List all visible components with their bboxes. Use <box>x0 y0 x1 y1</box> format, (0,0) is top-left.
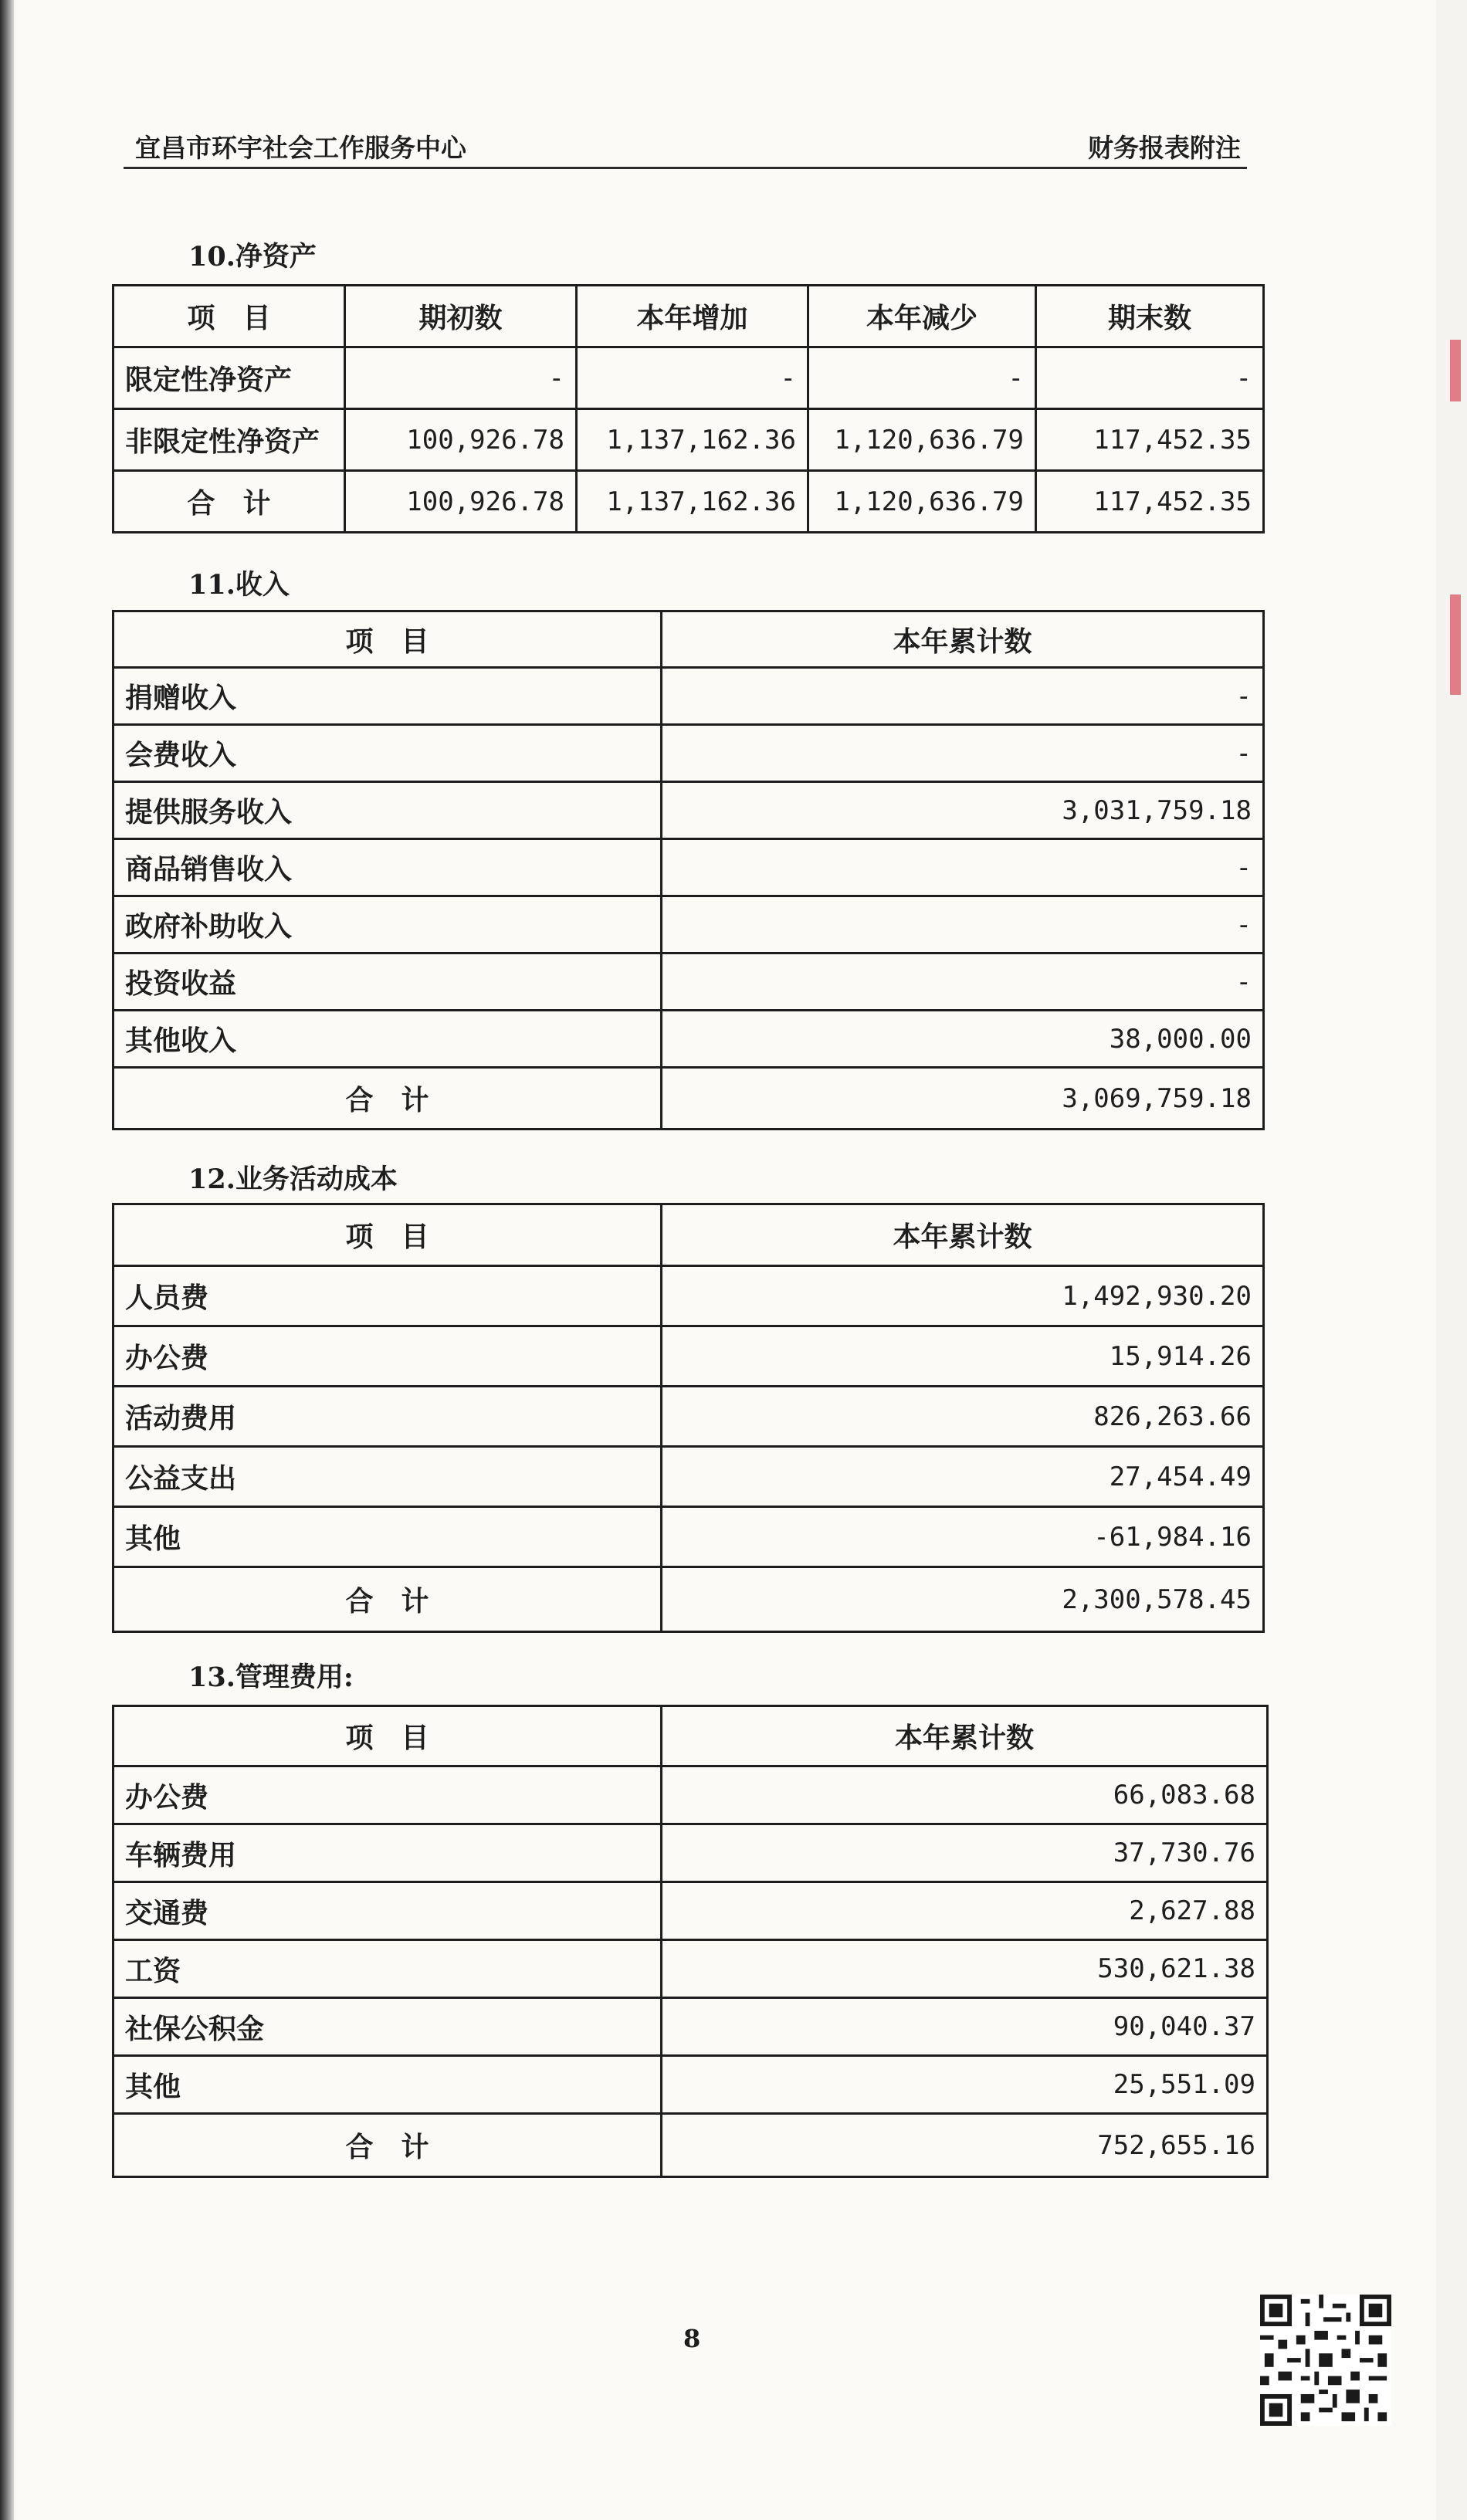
page-header <box>124 124 1247 169</box>
row-label: 活动费用 <box>113 1387 662 1447</box>
column-header: 本年累计数 <box>662 611 1264 668</box>
net-assets-title: 10.净资产 <box>188 241 317 273</box>
cell-value: - <box>662 668 1264 725</box>
row-label: 合 计 <box>113 2114 662 2177</box>
row-label: 其他 <box>113 2056 662 2114</box>
cell-value: 100,926.78 <box>345 409 577 471</box>
row-label: 办公费 <box>113 1766 662 1824</box>
cell-value: 27,454.49 <box>662 1447 1264 1507</box>
row-label: 其他收入 <box>113 1011 662 1068</box>
cell-value: - <box>662 953 1264 1011</box>
column-header: 期初数 <box>345 286 577 347</box>
table-row <box>113 1266 1264 1326</box>
cell-value: - <box>662 896 1264 953</box>
column-header: 本年累计数 <box>662 1204 1264 1266</box>
cell-value: 2,300,578.45 <box>662 1567 1264 1632</box>
net-assets-table <box>112 284 1265 533</box>
row-label: 投资收益 <box>113 953 662 1011</box>
organization-name: 宜昌市环宇社会工作服务中心 <box>135 133 466 163</box>
column-header: 项 目 <box>113 611 662 668</box>
table-header-row <box>113 1204 1264 1266</box>
table-row <box>113 1766 1268 1824</box>
table-total-row <box>113 1567 1264 1632</box>
column-header: 期末数 <box>1036 286 1264 347</box>
table-header-row <box>113 611 1264 668</box>
income-title: 11.收入 <box>188 569 290 601</box>
row-label: 合 计 <box>113 471 345 533</box>
row-label: 捐赠收入 <box>113 668 662 725</box>
cell-value: 117,452.35 <box>1036 409 1264 471</box>
table-row <box>113 1447 1264 1507</box>
document-name: 财务报表附注 <box>1088 133 1241 163</box>
column-header: 项 目 <box>113 286 345 347</box>
cell-value: 25,551.09 <box>662 2056 1268 2114</box>
table-row <box>113 1507 1264 1567</box>
business-cost-title: 12.业务活动成本 <box>188 1163 398 1195</box>
business-cost-table <box>112 1203 1265 1633</box>
income-table <box>112 610 1265 1130</box>
cell-value: 530,621.38 <box>662 1940 1268 1998</box>
cell-value: 1,137,162.36 <box>577 471 808 533</box>
cell-value: 37,730.76 <box>662 1824 1268 1882</box>
column-header: 本年减少 <box>808 286 1036 347</box>
cell-value: - <box>345 347 577 409</box>
column-header: 本年增加 <box>577 286 808 347</box>
cell-value: 117,452.35 <box>1036 471 1264 533</box>
page-number: 8 <box>683 2324 701 2353</box>
table-row <box>113 782 1264 839</box>
table-row <box>113 347 1264 409</box>
table-row <box>113 1824 1268 1882</box>
table-row <box>113 1387 1264 1447</box>
row-label: 办公费 <box>113 1326 662 1387</box>
row-label: 车辆费用 <box>113 1824 662 1882</box>
row-label: 合 计 <box>113 1068 662 1130</box>
row-label: 社保公积金 <box>113 1998 662 2056</box>
cell-value: 15,914.26 <box>662 1326 1264 1387</box>
table-row <box>113 1326 1264 1387</box>
cell-value: 2,627.88 <box>662 1882 1268 1940</box>
row-label: 公益支出 <box>113 1447 662 1507</box>
table-row <box>113 839 1264 896</box>
cell-value: 3,069,759.18 <box>662 1068 1264 1130</box>
column-header: 项 目 <box>113 1706 662 1766</box>
admin-expense-title: 13.管理费用: <box>188 1661 354 1693</box>
cell-value: 38,000.00 <box>662 1011 1264 1068</box>
stamp-fragment <box>1450 594 1461 695</box>
cell-value: 1,120,636.79 <box>808 471 1036 533</box>
table-header-row <box>113 286 1264 347</box>
cell-value: 66,083.68 <box>662 1766 1268 1824</box>
row-label: 人员费 <box>113 1266 662 1326</box>
row-label: 非限定性净资产 <box>113 409 345 471</box>
row-label: 提供服务收入 <box>113 782 662 839</box>
table-row <box>113 1998 1268 2056</box>
cell-value: - <box>662 839 1264 896</box>
column-header: 本年累计数 <box>662 1706 1268 1766</box>
table-row <box>113 1940 1268 1998</box>
row-label: 交通费 <box>113 1882 662 1940</box>
table-row <box>113 2056 1268 2114</box>
table-row <box>113 953 1264 1011</box>
table-row <box>113 668 1264 725</box>
table-total-row <box>113 2114 1268 2177</box>
cell-value: 826,263.66 <box>662 1387 1264 1447</box>
row-label: 商品销售收入 <box>113 839 662 896</box>
admin-expense-table <box>112 1705 1269 2178</box>
qr-code-icon <box>1260 2287 1391 2434</box>
stamp-fragment <box>1450 340 1461 401</box>
cell-value: 752,655.16 <box>662 2114 1268 2177</box>
cell-value: 90,040.37 <box>662 1998 1268 2056</box>
cell-value: - <box>1036 347 1264 409</box>
table-total-row <box>113 471 1264 533</box>
row-label: 限定性净资产 <box>113 347 345 409</box>
page-edge-shadow <box>0 0 14 2520</box>
cell-value: 1,492,930.20 <box>662 1266 1264 1326</box>
cell-value: -61,984.16 <box>662 1507 1264 1567</box>
row-label: 合 计 <box>113 1567 662 1632</box>
table-header-row <box>113 1706 1268 1766</box>
cell-value: - <box>662 725 1264 782</box>
row-label: 会费收入 <box>113 725 662 782</box>
column-header: 项 目 <box>113 1204 662 1266</box>
cell-value: 1,137,162.36 <box>577 409 808 471</box>
cell-value: - <box>577 347 808 409</box>
cell-value: 1,120,636.79 <box>808 409 1036 471</box>
table-row <box>113 1011 1264 1068</box>
row-label: 其他 <box>113 1507 662 1567</box>
row-label: 政府补助收入 <box>113 896 662 953</box>
table-total-row <box>113 1068 1264 1130</box>
cell-value: 100,926.78 <box>345 471 577 533</box>
table-row <box>113 725 1264 782</box>
cell-value: - <box>808 347 1036 409</box>
table-row <box>113 1882 1268 1940</box>
cell-value: 3,031,759.18 <box>662 782 1264 839</box>
table-row <box>113 896 1264 953</box>
table-row <box>113 409 1264 471</box>
row-label: 工资 <box>113 1940 662 1998</box>
